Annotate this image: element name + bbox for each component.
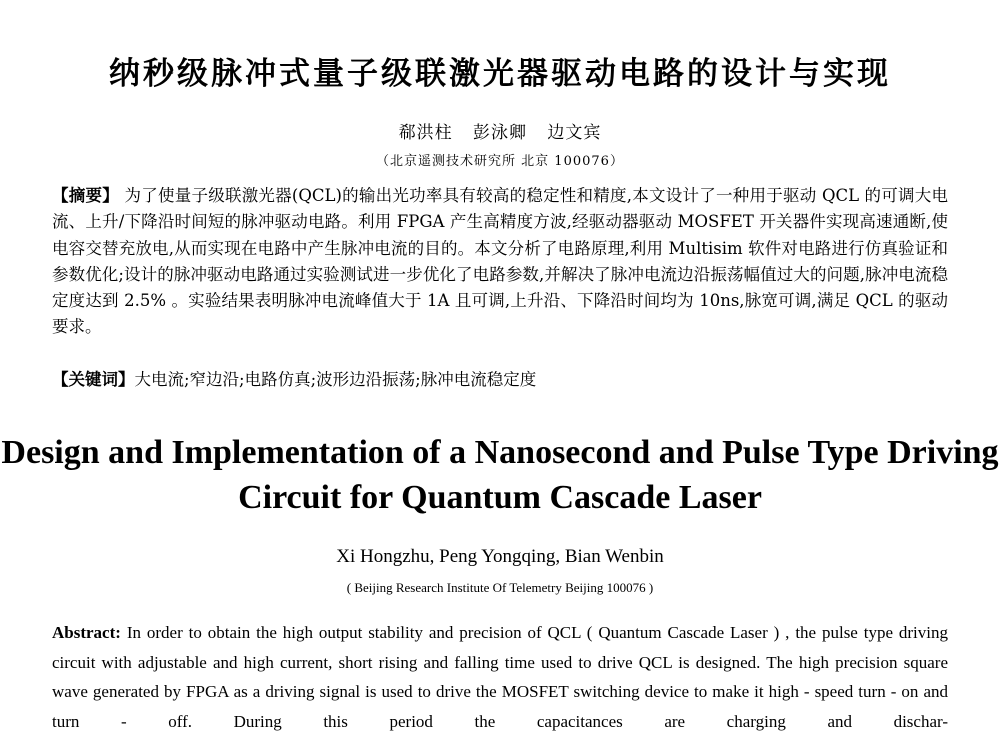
chinese-affiliation: （北京遥测技术研究所 北京 100076）	[376, 154, 624, 169]
english-abstract-label: Abstract:	[52, 623, 121, 642]
chinese-keywords-text: 大电流;窄边沿;电路仿真;波形边沿振荡;脉冲电流稳定度	[134, 370, 537, 389]
english-abstract	[52, 618, 948, 736]
english-title: Design and Implementation of a Nanosecond and Pulse Type Driving Circuit for Quantum Cascade Laser	[1, 434, 999, 516]
chinese-abstract-label: 【摘要】	[52, 186, 119, 205]
english-abstract-text: In order to obtain the high output stability and precision of QCL ( Quantum Cascade Laser ) , the pulse type driving circuit with adjustable and high current, short rising and falling time used to drive QCL is designed. The high precision square wave generated by FPGA as a driving signal is used to drive the MOSFET switching device to make it high - speed turn - on and turn - off. During this period the capacitances are charging and dischar-	[52, 623, 949, 731]
chinese-abstract-text: 为了使量子级联激光器(QCL)的输出光功率具有较高的稳定性和精度,本文设计了一种用于驱动 QCL 的可调大电流、上升/下降沿时间短的脉冲驱动电路。利用 FPGA 产生高精度方波,经驱动器驱动 MOSFET 开关器件实现高速通断,使电容交替充放电,从而实现在电路中产生脉冲电流的目的。本文分析了电路原理,利用 Multisim 软件对电路进行仿真验证和参数优化;设计的脉冲驱动电路通过实验测试进一步优化了电路参数,并解决了脉冲电流边沿振荡幅值过大的问题,脉冲电流稳定度达到 2.5% 。实验结果表明脉冲电流峰值大于 1A 且可调,上升沿、下降沿时间均为 10ns,脉宽可调,满足 QCL 的驱动要求。	[52, 186, 949, 337]
chinese-keywords-label: 【关键词】	[52, 370, 135, 389]
english-authors: Xi Hongzhu, Peng Yongqing, Bian Wenbin	[336, 546, 664, 567]
english-affiliation: ( Beijing Research Institute Of Telemetry Beijing 100076 )	[346, 580, 654, 595]
chinese-abstract	[52, 183, 948, 341]
chinese-title: 纳秒级脉冲式量子级联激光器驱动电路的设计与实现	[109, 56, 891, 92]
chinese-authors: 郗洪柱 彭泳卿 边文宾	[398, 123, 602, 143]
chinese-keywords	[52, 367, 948, 393]
